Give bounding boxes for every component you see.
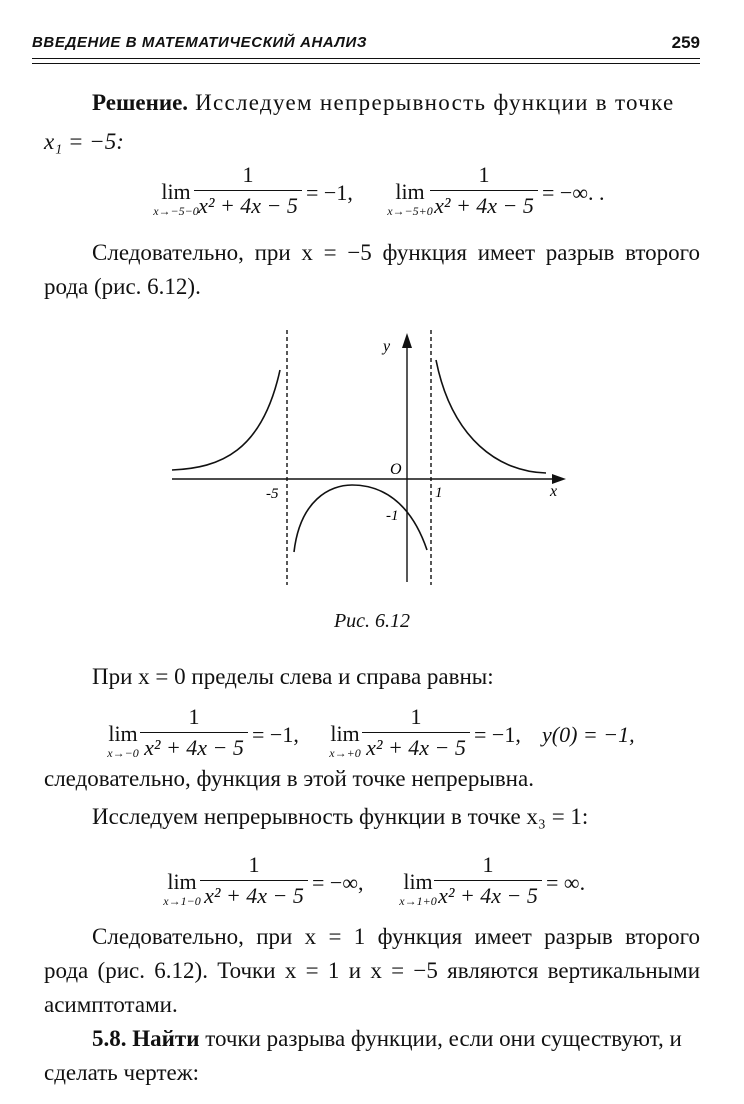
- limit-2: lim x→−5+0: [374, 180, 446, 218]
- limit-2-result: = −∞. .: [542, 180, 605, 205]
- conclusion-2-line-1: Следовательно, при x = 1 функция имеет разрыв второго: [92, 924, 700, 949]
- exercise-5-8: [92, 1022, 700, 1056]
- fraction-5: 1 x² + 4x − 5: [200, 852, 308, 909]
- limit-1: lim x→−5−0: [140, 180, 212, 218]
- fraction-6: 1 x² + 4x − 5: [434, 852, 542, 909]
- fraction-4: 1 x² + 4x − 5: [362, 704, 470, 761]
- figure-caption: Рис. 6.12: [333, 610, 411, 632]
- page-number: 259: [671, 33, 700, 52]
- limit-4-subscript: x→+0: [329, 746, 361, 760]
- tick-label-minus-1: -1: [386, 508, 399, 524]
- limit-5-subscript: x→1−0: [163, 894, 201, 908]
- exercise-5-8-line-2: сделать чертеж:: [44, 1060, 200, 1085]
- fraction-1: 1 x² + 4x − 5: [194, 162, 302, 219]
- exercise-label: 5.8. Найти: [92, 1026, 200, 1051]
- conclusion-2-line-2: рода (рис. 6.12). Точки x = 1 и x = −5 являются вертикальными: [44, 958, 700, 983]
- limit-6-result: = ∞.: [546, 870, 586, 895]
- y-axis-label: y: [383, 338, 391, 355]
- limit-6: lim x→1+0: [390, 870, 446, 908]
- solution-text: Исследуем непрерывность функции в точке: [188, 90, 675, 115]
- header-rule-thin: [32, 63, 700, 64]
- y-axis-arrow-icon: [402, 333, 412, 348]
- limit-5-result: = −∞,: [312, 870, 364, 895]
- tick-label-1: 1: [435, 485, 443, 501]
- limit-1-result: = −1,: [306, 180, 353, 205]
- right-branch: [436, 360, 546, 473]
- limit-4-result: = −1,: [474, 722, 521, 747]
- solution-label: Решение.: [92, 90, 189, 115]
- limit-3: lim x→−0: [96, 722, 150, 760]
- point-x3-intro: Исследуем непрерывность функции в точке x₃ = 1:: [92, 804, 589, 829]
- header-rule: [32, 58, 700, 59]
- conclusion-2-line-3: асимптотами.: [44, 992, 178, 1017]
- y-at-zero: y(0) = −1,: [542, 722, 635, 747]
- fraction-2: 1 x² + 4x − 5: [430, 162, 538, 219]
- limit-5: lim x→1−0: [154, 870, 210, 908]
- point-x1: x₁ = −5:: [44, 129, 124, 154]
- function-graph-figure: [0, 320, 744, 600]
- exercise-text: точки разрыва функции, если они существуют, и: [199, 1026, 682, 1051]
- limit-4: lim x→+0: [318, 722, 372, 760]
- origin-label: O: [390, 461, 402, 478]
- limit-2-subscript: x→−5+0: [387, 204, 433, 218]
- continuity-conclusion: следовательно, функция в этой точке непрерывна.: [44, 766, 534, 791]
- conclusion-1-line-2: рода (рис. 6.12).: [44, 274, 201, 299]
- limit-1-subscript: x→−5−0: [153, 204, 199, 218]
- limit-3-subscript: x→−0: [107, 746, 139, 760]
- fraction-3: 1 x² + 4x − 5: [140, 704, 248, 761]
- limits-at-zero-intro: При x = 0 пределы слева и справа равны:: [92, 664, 494, 689]
- left-branch: [172, 370, 280, 470]
- running-header-title: ВВЕДЕНИЕ В МАТЕМАТИЧЕСКИЙ АНАЛИЗ: [32, 34, 368, 51]
- limit-6-subscript: x→1+0: [399, 894, 437, 908]
- limit-3-result: = −1,: [252, 722, 299, 747]
- tick-label-minus-5: -5: [266, 486, 279, 502]
- solution-intro: [92, 86, 700, 120]
- x-axis-label: x: [550, 483, 558, 500]
- conclusion-1-line-1: Следовательно, при x = −5 функция имеет разрыв второго: [92, 240, 700, 265]
